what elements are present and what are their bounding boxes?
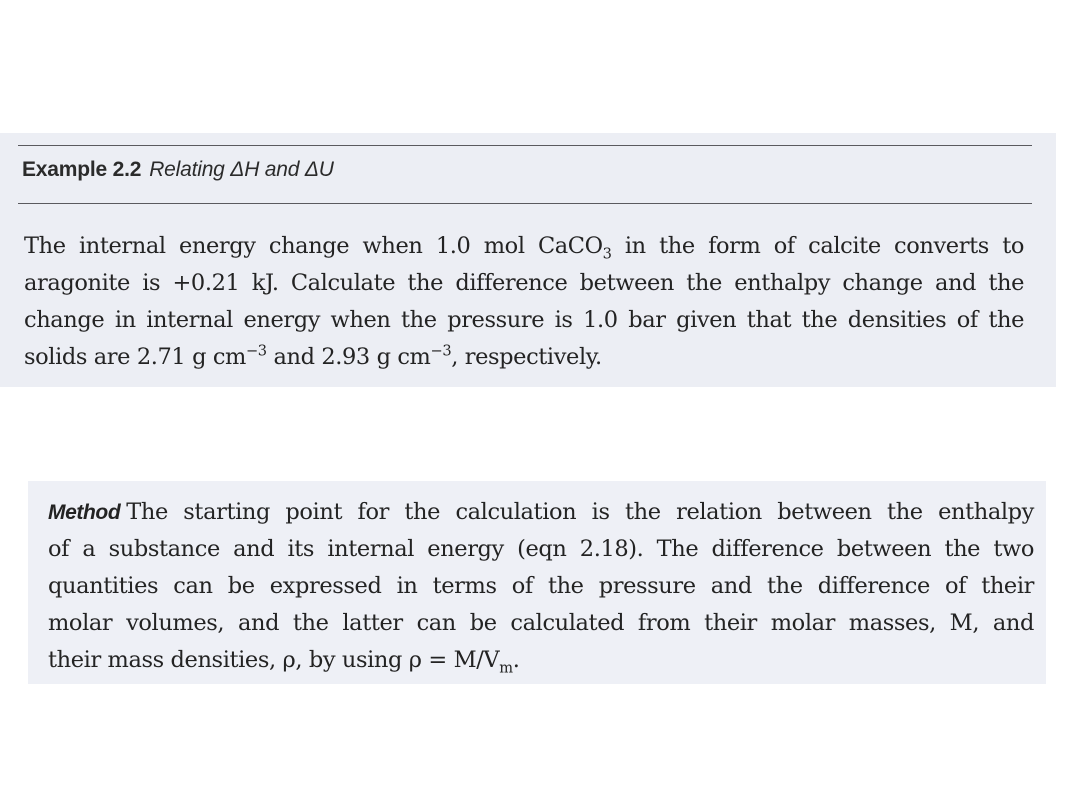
method-line: Method The starting point for the calculation is the relation between the enthalpy [48,499,1034,525]
method-label: Method [48,501,121,524]
example-heading [22,158,334,182]
heading-rule [18,203,1032,204]
top-rule [18,145,1032,146]
problem-line: solids are 2.71 g $cm^{-3}$ and 2.93 g $cm^{-3}$, respectively. [24,342,602,370]
problem-line: The internal energy change when 1.0 mol CaCO$_3$ in the form of calcite converts to [24,233,1024,263]
method-line: of a substance and its internal energy (eqn 2.18). The difference between the two [48,536,1034,562]
example-label: Example 2.2 [22,158,142,181]
example-box [0,133,1056,387]
method-box [28,481,1046,684]
problem-line: aragonite is +0.21 kJ. Calculate the difference between the enthalpy change and the [24,270,1024,296]
example-subtitle: Relating ΔH and ΔU [149,158,334,181]
method-line: molar volumes, and the latter can be calculated from their molar masses, M, and [48,610,1034,636]
method-line: their mass densities, ρ, by using $\rho = M/V_m$. [48,647,520,677]
method-line: quantities can be expressed in terms of the pressure and the difference of their [48,573,1034,599]
example-problem-text [24,228,1024,376]
problem-line: change in internal energy when the pressure is 1.0 bar given that the densities of the [24,307,1024,333]
method-text [48,494,1034,679]
